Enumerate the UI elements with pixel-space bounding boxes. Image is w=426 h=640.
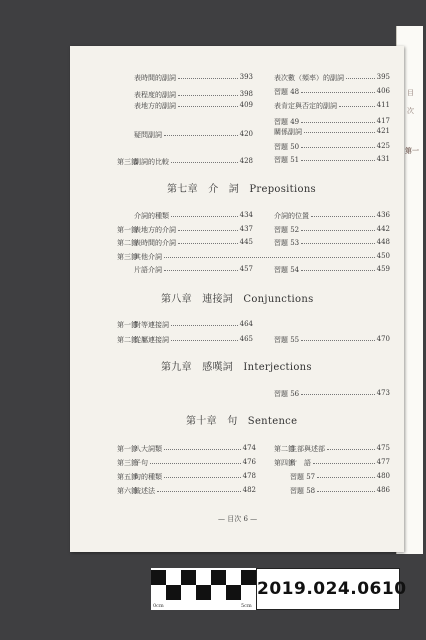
toc-entry-title: 疑問副詞 xyxy=(134,131,162,139)
toc-entry-page: 474 xyxy=(242,444,256,452)
toc-entry-title: 片語介詞 xyxy=(134,266,162,274)
toc-entry-title: 習題 58 xyxy=(290,487,316,495)
toc-leader-dots xyxy=(157,491,241,492)
toc-leader-dots xyxy=(301,270,374,271)
toc-entry-page: 406 xyxy=(376,87,390,95)
toc-leader-dots xyxy=(164,449,241,450)
toc-leader-dots xyxy=(301,160,374,161)
scale-label-right: 5cm xyxy=(241,603,252,609)
toc-entry-title: 習題 50 xyxy=(274,143,300,151)
toc-entry-page: 476 xyxy=(242,458,256,466)
toc-leader-dots xyxy=(301,92,374,93)
toc-leader-dots xyxy=(171,216,238,217)
toc-entry-title: 習題 49 xyxy=(274,118,300,126)
toc-leader-dots xyxy=(317,491,374,492)
toc-entry-page: 411 xyxy=(376,101,390,109)
toc-section-label: 第二節 xyxy=(274,445,295,453)
chapter-heading-7: 第七章 介 詞 Prepositions xyxy=(167,184,316,195)
toc-entry-page: 428 xyxy=(239,157,253,165)
toc-leader-dots xyxy=(301,230,374,231)
toc-entry-title: 習題 54 xyxy=(274,266,300,274)
toc-entry-page: 436 xyxy=(376,211,390,219)
toc-leader-dots xyxy=(311,216,375,217)
toc-entry-page: 465 xyxy=(239,335,253,343)
chapter-heading-8: 第八章 連接詞 Conjunctions xyxy=(161,294,314,305)
toc-entry-page: 398 xyxy=(239,90,253,98)
toc-entry-title: 表次數（頻率）的副詞 xyxy=(274,74,344,82)
toc-entry-page: 417 xyxy=(376,117,390,125)
toc-leader-dots xyxy=(301,147,374,148)
toc-entry-title: 從屬連接詞 xyxy=(134,336,169,344)
toc-leader-dots xyxy=(317,477,374,478)
toc-section-label: 第三節 xyxy=(117,253,138,261)
toc-leader-dots xyxy=(171,325,238,326)
toc-entry-page: 459 xyxy=(376,265,390,273)
toc-entry-page: 448 xyxy=(376,238,390,246)
toc-entry-title: 習題 55 xyxy=(274,336,300,344)
toc-leader-dots xyxy=(301,243,374,244)
chapter-heading-9: 第九章 感嘆詞 Interjections xyxy=(161,362,312,373)
toc-leader-dots xyxy=(178,106,238,107)
toc-entry-page: 431 xyxy=(376,155,390,163)
toc-entry-title: 表時間的副詞 xyxy=(134,74,176,82)
scale-checker-row2 xyxy=(151,585,256,615)
toc-entry-page: 445 xyxy=(239,238,253,246)
toc-entry-page: 478 xyxy=(242,472,256,480)
toc-section-label: 第二節 xyxy=(117,239,138,247)
toc-entry-page: 434 xyxy=(239,211,253,219)
toc-leader-dots xyxy=(178,95,238,96)
toc-leader-dots xyxy=(164,477,241,478)
toc-entry-title: 片 語 xyxy=(290,459,311,467)
toc-entry-title: 敍述法 xyxy=(134,487,155,495)
toc-section-label: 第三節 xyxy=(117,158,138,166)
toc-entry-title: 習題 48 xyxy=(274,88,300,96)
toc-entry-page: 464 xyxy=(239,320,253,328)
toc-entry-page: 425 xyxy=(376,142,390,150)
toc-leader-dots xyxy=(301,122,374,123)
adjacent-page: 目 次 第一 xyxy=(396,26,423,554)
toc-leader-dots xyxy=(178,78,238,79)
toc-leader-dots xyxy=(301,394,374,395)
toc-entry-title: 介詞的種類 xyxy=(134,212,169,220)
toc-entry-page: 450 xyxy=(376,252,390,260)
toc-section-label: 第一節 xyxy=(117,226,138,234)
page-footer: — 目次 6 — xyxy=(218,515,258,523)
toc-entry-title: 對等連接詞 xyxy=(134,321,169,329)
toc-entry-page: 437 xyxy=(239,225,253,233)
toc-entry-page: 395 xyxy=(376,73,390,81)
toc-entry-title: 八大詞類 xyxy=(134,445,162,453)
toc-leader-dots xyxy=(164,257,375,258)
toc-entry-title: 習題 56 xyxy=(274,390,300,398)
toc-entry-title: 習題 53 xyxy=(274,239,300,247)
chapter-heading-10: 第十章 句 Sentence xyxy=(186,416,298,427)
toc-entry-title: 習題 57 xyxy=(290,473,316,481)
toc-leader-dots xyxy=(178,230,238,231)
toc-entry-title: 句的種類 xyxy=(134,473,162,481)
toc-leader-dots xyxy=(346,78,375,79)
toc-entry-page: 393 xyxy=(239,73,253,81)
scale-label-left: 0cm xyxy=(153,603,164,609)
toc-leader-dots xyxy=(171,340,238,341)
toc-leader-dots xyxy=(301,340,374,341)
toc-entry-page: 475 xyxy=(376,444,390,452)
toc-leader-dots xyxy=(327,449,375,450)
toc-leader-dots xyxy=(313,463,375,464)
toc-leader-dots xyxy=(339,106,375,107)
toc-section-label: 第六節 xyxy=(117,487,138,495)
toc-section-label: 第三節 xyxy=(117,459,138,467)
toc-entry-title: 主部與述部 xyxy=(290,445,325,453)
toc-entry-page: 420 xyxy=(239,130,253,138)
toc-entry-title: 副詞的比較 xyxy=(134,158,169,166)
toc-entry-title: 習題 51 xyxy=(274,156,300,164)
toc-entry-page: 457 xyxy=(239,265,253,273)
toc-leader-dots xyxy=(178,243,238,244)
toc-entry-page: 442 xyxy=(376,225,390,233)
toc-entry-title: 表地方的介詞 xyxy=(134,226,176,234)
toc-leader-dots xyxy=(164,270,238,271)
toc-entry-page: 477 xyxy=(376,458,390,466)
toc-leader-dots xyxy=(164,135,238,136)
toc-entry-page: 486 xyxy=(376,486,390,494)
toc-entry-title: 表地方的副詞 xyxy=(134,102,176,110)
toc-entry-title: 其他介詞 xyxy=(134,253,162,261)
toc-entry-title: 習題 52 xyxy=(274,226,300,234)
toc-leader-dots xyxy=(171,162,238,163)
toc-entry-title: 關係副詞 xyxy=(274,128,302,136)
toc-entry-page: 470 xyxy=(376,335,390,343)
toc-entry-page: 409 xyxy=(239,101,253,109)
toc-entry-title: 介詞的位置 xyxy=(274,212,309,220)
toc-entry-title: 表肯定與否定的副詞 xyxy=(274,102,337,110)
toc-section-label: 第二節 xyxy=(117,336,138,344)
toc-section-label: 第四節 xyxy=(274,459,295,467)
toc-entry-page: 480 xyxy=(376,472,390,480)
toc-leader-dots xyxy=(304,132,375,133)
toc-section-label: 第一節 xyxy=(117,321,138,329)
toc-entry-title: 表時間的介詞 xyxy=(134,239,176,247)
toc-section-label: 第一節 xyxy=(117,445,138,453)
toc-leader-dots xyxy=(150,463,241,464)
accession-label xyxy=(256,568,407,610)
toc-entry-page: 421 xyxy=(376,127,390,135)
accession-number: 2019.024.0610 xyxy=(257,579,407,599)
toc-entry-page: 482 xyxy=(242,486,256,494)
toc-section-label: 第五節 xyxy=(117,473,138,481)
toc-entry-title: 子句 xyxy=(134,459,148,467)
toc-entry-page: 473 xyxy=(376,389,390,397)
toc-entry-title: 表程度的副詞 xyxy=(134,91,176,99)
